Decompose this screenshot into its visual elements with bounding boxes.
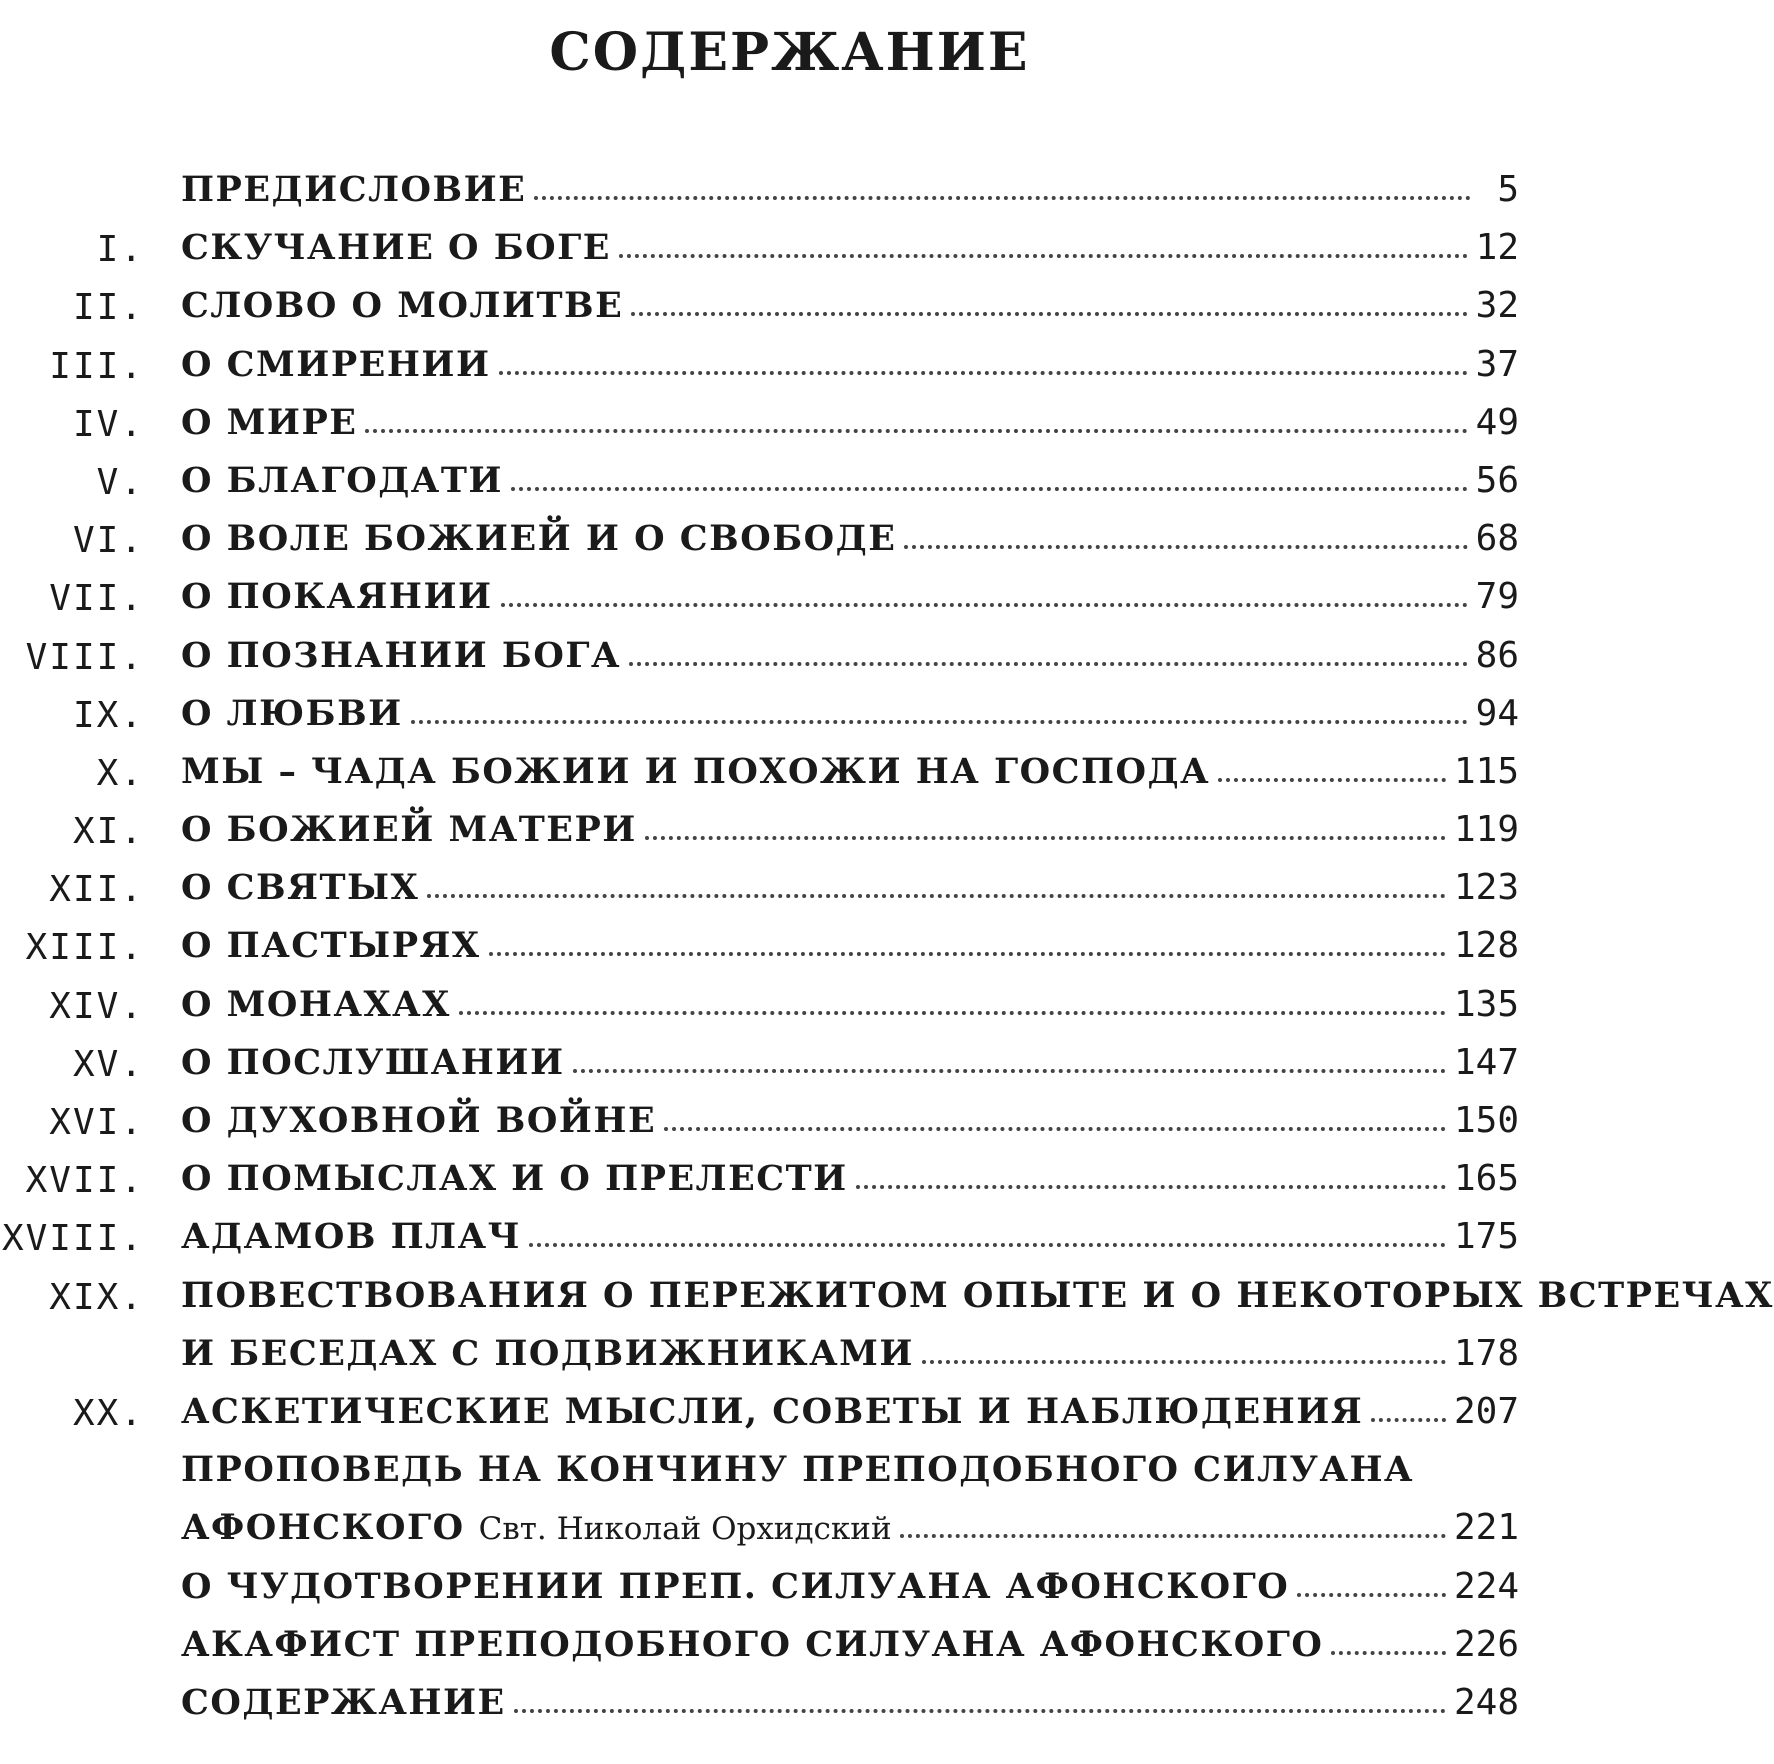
toc-entry-page: 178 [1453,1332,1519,1374]
dot-leader [489,952,1446,956]
toc-entry-title: О ПОМЫСЛАХ И О ПРЕЛЕСТИ [181,1158,848,1200]
toc-entry-title: АСКЕТИЧЕСКИЕ МЫСЛИ, СОВЕТЫ И НАБЛЮДЕНИЯ [181,1390,1364,1432]
toc-entry-title: СЛОВО О МОЛИТВЕ [181,285,624,327]
toc-entry-number: V. [96,461,144,503]
toc-entry-title: О СВЯТЫХ [181,867,420,909]
toc-entry-title: О СМИРЕНИИ [181,343,491,385]
toc-entry-page: 224 [1453,1565,1519,1607]
dot-leader [904,545,1467,549]
toc-entry-number: XV. [72,1043,144,1085]
dot-leader [1371,1418,1446,1422]
toc-entry-number: II. [72,287,144,329]
toc-entry-title: СОДЕРЖАНИЕ [181,1681,506,1723]
toc-entry-number: XVIII. [1,1218,144,1260]
toc-entry[interactable] [0,1152,1579,1210]
toc-entry-number: XVII. [25,1160,144,1202]
dot-leader [629,662,1468,666]
dot-leader [529,1243,1446,1247]
toc-entry-page: 175 [1453,1216,1519,1258]
toc-entry-title: АКАФИСТ ПРЕПОДОБНОГО СИЛУАНА АФОНСКОГО [181,1623,1324,1665]
toc-entry-title: О БОЖИЕЙ МАТЕРИ [181,809,637,851]
toc-entry-page: 135 [1453,983,1519,1025]
toc-entry-number: III. [49,345,144,387]
toc-entry[interactable] [0,1443,1579,1501]
toc-entry-page: 128 [1453,925,1519,967]
dot-leader [499,371,1468,375]
toc-entry-page: 207 [1453,1390,1519,1432]
toc-entry-page: 226 [1453,1623,1519,1665]
dot-leader [631,312,1467,316]
toc-entry-title: О ВОЛЕ БОЖИЕЙ И О СВОБОДЕ [181,518,897,560]
toc-entry-page: 94 [1475,692,1519,734]
dot-leader [501,603,1468,607]
toc-entry-title: О ПОСЛУШАНИИ [181,1041,565,1083]
toc-entry-number: XIX. [49,1276,144,1318]
dot-leader [573,1069,1446,1073]
dot-leader [619,254,1468,258]
toc-entry[interactable] [0,1094,1579,1152]
toc-entry[interactable] [0,629,1579,687]
toc-entry-number: I. [96,229,144,271]
toc-entry-page: 37 [1475,343,1519,385]
toc-entry-title-line1: ПОВЕСТВОВАНИЯ О ПЕРЕЖИТОМ ОПЫТЕ И О НЕКОТОРЫХ ВСТРЕЧАХ [181,1274,1774,1316]
toc-entry-title: ПРЕДИСЛОВИЕ [181,169,527,210]
toc-entry[interactable] [0,1210,1579,1268]
toc-entry-title: О МОНАХАХ [181,983,451,1025]
toc-entry[interactable] [0,919,1579,977]
toc-entry-number: X. [96,752,144,794]
dot-leader [900,1534,1446,1538]
toc-entry-number: IX. [72,694,144,736]
dot-leader [365,429,1467,433]
toc-entry-author: Свт. Николай Орхидский [478,1511,892,1548]
toc-entry[interactable] [0,1036,1579,1094]
dot-leader [645,836,1446,840]
toc-entry-title-line1: ПРОПОВЕДЬ НА КОНЧИНУ ПРЕПОДОБНОГО СИЛУАНА [181,1449,1415,1491]
toc-entry[interactable] [0,1676,1579,1734]
toc-entry-title: АДАМОВ ПЛАЧ [181,1216,522,1258]
toc-entry[interactable] [0,512,1579,570]
toc-entry[interactable] [0,745,1579,803]
dot-leader [1297,1593,1446,1597]
toc-entry[interactable] [0,1269,1774,1327]
toc-entry-number: IV. [72,403,144,445]
toc-entry-number: VII. [49,578,144,620]
dot-leader [459,1011,1446,1015]
dot-leader [514,1709,1446,1713]
toc-entry[interactable] [0,163,1579,221]
dot-leader [534,196,1471,200]
dot-leader [664,1127,1446,1131]
toc-entry-number: XIII. [25,927,144,969]
toc-entry-title: О МИРЕ [181,401,358,443]
toc-entry[interactable] [0,570,1579,628]
toc-entry[interactable] [0,1385,1579,1443]
toc-entry-title-line2: И БЕСЕДАХ С ПОДВИЖНИКАМИ [181,1332,914,1374]
toc-entry-page: 49 [1475,401,1519,443]
toc-entry-page: 5 [1497,169,1519,210]
toc-entry[interactable] [0,687,1579,745]
toc-entry[interactable] [0,279,1579,337]
toc-entry[interactable] [0,803,1579,861]
toc-entry-title: СКУЧАНИЕ О БОГЕ [181,227,611,269]
toc-entry-title: О ПАСТЫРЯХ [181,925,481,967]
toc-entry-page: 123 [1453,867,1519,909]
toc-entry-title: О ПОКАЯНИИ [181,576,493,618]
toc-entry-title: О ДУХОВНОЙ ВОЙНЕ [181,1100,657,1141]
dot-leader [856,1185,1446,1189]
dot-leader [1218,778,1446,782]
toc-entry-page: 56 [1475,459,1519,501]
toc-entry-continuation[interactable] [0,1501,1579,1559]
toc-entry-page: 68 [1475,518,1519,560]
toc-entry-continuation[interactable] [0,1327,1579,1385]
toc-entry[interactable] [0,338,1579,396]
page-title: СОДЕРЖАНИЕ [549,22,1030,83]
toc-entry-page: 32 [1475,285,1519,327]
dot-leader [922,1360,1446,1364]
toc-entry-page: 165 [1453,1158,1519,1200]
table-of-contents [0,163,1774,1734]
toc-entry-title-line2: АФОНСКОГО [181,1507,465,1549]
toc-entry-number: VI. [72,520,144,562]
toc-entry[interactable] [0,1560,1579,1618]
dot-leader [511,487,1468,491]
toc-entry-page: 147 [1453,1041,1519,1083]
toc-entry-number: VIII. [25,636,144,678]
toc-entry-number: XII. [49,869,144,911]
dot-leader [427,894,1446,898]
toc-entry[interactable] [0,861,1579,919]
toc-entry-page: 150 [1453,1100,1519,1141]
toc-entry-page: 86 [1475,634,1519,676]
toc-entry-title: О ЛЮБВИ [181,692,403,734]
toc-entry-page: 221 [1453,1507,1519,1549]
toc-entry-page: 12 [1475,227,1519,269]
toc-entry[interactable] [0,978,1579,1036]
toc-entry[interactable] [0,1618,1579,1676]
toc-entry-number: XX. [72,1392,144,1434]
toc-entry-title: О БЛАГОДАТИ [181,459,503,501]
toc-entry-title: О ЧУДОТВОРЕНИИ ПРЕП. СИЛУАНА АФОНСКОГО [181,1565,1290,1607]
toc-entry-title: О ПОЗНАНИИ БОГА [181,634,621,676]
toc-entry-page: 79 [1475,576,1519,618]
toc-entry-title: МЫ – ЧАДА БОЖИИ И ПОХОЖИ НА ГОСПОДА [181,750,1211,792]
dot-leader [411,720,1468,724]
toc-entry[interactable] [0,454,1579,512]
toc-entry-number: XVI. [49,1102,144,1143]
toc-entry-page: 248 [1453,1681,1519,1723]
toc-entry-number: XIV. [49,985,144,1027]
toc-entry[interactable] [0,221,1579,279]
toc-entry-page: 115 [1453,750,1519,792]
toc-entry-number: XI. [72,811,144,853]
dot-leader [1331,1651,1446,1655]
toc-entry[interactable] [0,396,1579,454]
toc-entry-page: 119 [1453,809,1519,851]
